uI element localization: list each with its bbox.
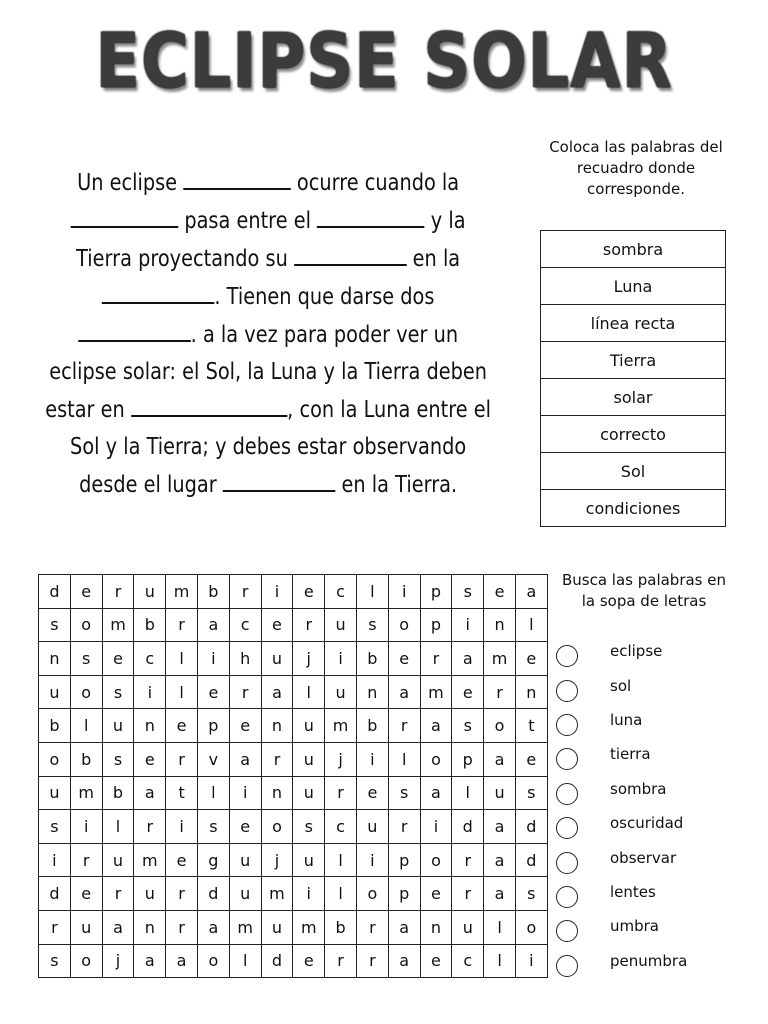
grid-cell[interactable]: m	[102, 608, 134, 642]
grid-cell[interactable]: u	[134, 877, 166, 911]
grid-cell[interactable]: i	[229, 776, 261, 810]
grid-cell[interactable]: u	[39, 675, 71, 709]
checkbox-circle-icon[interactable]	[556, 852, 578, 874]
checkbox-circle-icon[interactable]	[556, 955, 578, 977]
grid-cell[interactable]: v	[197, 742, 229, 776]
grid-cell[interactable]: u	[229, 843, 261, 877]
grid-cell[interactable]: b	[325, 910, 357, 944]
fill-instructions: Coloca las palabras del recuadro donde corresponde.	[549, 138, 723, 198]
word-box-item: Luna	[541, 268, 725, 305]
grid-cell[interactable]: o	[39, 742, 71, 776]
grid-cell[interactable]: s	[452, 575, 484, 609]
checkbox-circle-icon[interactable]	[556, 886, 578, 908]
grid-cell[interactable]: b	[134, 608, 166, 642]
grid-cell[interactable]: o	[70, 944, 102, 978]
grid-cell[interactable]: i	[166, 810, 198, 844]
grid-cell[interactable]: r	[166, 608, 198, 642]
checklist-item	[556, 739, 756, 773]
grid-cell[interactable]: s	[39, 944, 71, 978]
grid-row	[39, 810, 548, 844]
grid-cell[interactable]: l	[452, 776, 484, 810]
word-box	[540, 230, 726, 527]
grid-cell[interactable]: i	[293, 877, 325, 911]
grid-cell[interactable]: s	[388, 776, 420, 810]
grid-cell[interactable]: u	[293, 709, 325, 743]
grid-cell[interactable]: d	[515, 843, 547, 877]
grid-cell[interactable]: u	[261, 642, 293, 676]
grid-cell[interactable]: b	[356, 642, 388, 676]
grid-cell[interactable]: o	[420, 843, 452, 877]
grid-cell[interactable]: s	[102, 742, 134, 776]
blank-3[interactable]	[317, 202, 425, 228]
grid-cell[interactable]: i	[325, 642, 357, 676]
page-title: ECLIPSE SOLAR	[95, 16, 673, 105]
grid-cell[interactable]: r	[70, 843, 102, 877]
grid-row	[39, 575, 548, 609]
grid-cell[interactable]: i	[134, 675, 166, 709]
grid-cell[interactable]: a	[420, 709, 452, 743]
grid-cell[interactable]: u	[102, 843, 134, 877]
grid-cell[interactable]: a	[102, 910, 134, 944]
grid-cell[interactable]: g	[197, 843, 229, 877]
grid-cell[interactable]: r	[166, 877, 198, 911]
checklist-item	[556, 946, 756, 980]
checklist-item	[556, 774, 756, 808]
grid-row	[39, 910, 548, 944]
grid-cell[interactable]: m	[229, 910, 261, 944]
grid-cell[interactable]: d	[261, 944, 293, 978]
checklist-label: observar	[610, 848, 677, 867]
grid-cell[interactable]: r	[166, 742, 198, 776]
grid-cell[interactable]: b	[356, 709, 388, 743]
grid-cell[interactable]: o	[420, 742, 452, 776]
checkbox-circle-icon[interactable]	[556, 714, 578, 736]
grid-cell[interactable]: a	[197, 608, 229, 642]
checklist-label: luna	[610, 710, 643, 729]
checkbox-circle-icon[interactable]	[556, 920, 578, 942]
grid-cell[interactable]: i	[515, 944, 547, 978]
grid-cell[interactable]: r	[356, 910, 388, 944]
grid-cell[interactable]: a	[388, 675, 420, 709]
checklist-label: lentes	[610, 882, 656, 901]
paragraph-text: en la	[412, 246, 461, 272]
grid-cell[interactable]: s	[39, 608, 71, 642]
grid-cell[interactable]: c	[325, 810, 357, 844]
grid-row	[39, 709, 548, 743]
grid-row	[39, 843, 548, 877]
paragraph-text: . a la vez para poder ver un eclipse solar: el Sol, la Luna y la Tierra deben estar en	[45, 322, 488, 423]
grid-cell[interactable]: e	[484, 575, 516, 609]
grid-cell[interactable]: o	[70, 675, 102, 709]
grid-cell[interactable]: l	[197, 776, 229, 810]
grid-cell[interactable]: b	[197, 575, 229, 609]
grid-cell[interactable]: a	[515, 575, 547, 609]
grid-cell[interactable]: l	[229, 944, 261, 978]
grid-cell[interactable]: e	[166, 709, 198, 743]
grid-cell[interactable]: l	[515, 608, 547, 642]
checklist-item	[556, 877, 756, 911]
blank-8[interactable]	[223, 466, 336, 492]
checklist-item	[556, 705, 756, 739]
grid-cell[interactable]: j	[325, 742, 357, 776]
grid-cell[interactable]: r	[325, 944, 357, 978]
grid-cell[interactable]: m	[325, 709, 357, 743]
grid-cell[interactable]: r	[452, 877, 484, 911]
grid-cell[interactable]: r	[325, 776, 357, 810]
grid-cell[interactable]: s	[293, 810, 325, 844]
grid-cell[interactable]: n	[134, 910, 166, 944]
grid-cell[interactable]: m	[70, 776, 102, 810]
grid-cell[interactable]: h	[229, 642, 261, 676]
checklist-item	[556, 808, 756, 842]
grid-cell[interactable]: u	[325, 675, 357, 709]
grid-cell[interactable]: e	[70, 877, 102, 911]
grid-cell[interactable]: e	[420, 944, 452, 978]
grid-cell[interactable]: p	[452, 742, 484, 776]
grid-cell[interactable]: t	[515, 709, 547, 743]
search-instructions: Busca las palabras en la sopa de letras	[561, 571, 727, 610]
grid-cell[interactable]: o	[356, 877, 388, 911]
checklist-label: tierra	[610, 745, 651, 764]
checklist-label: eclipse	[610, 642, 663, 661]
grid-cell[interactable]: a	[484, 742, 516, 776]
grid-cell[interactable]: j	[261, 843, 293, 877]
grid-cell[interactable]: l	[388, 742, 420, 776]
grid-cell[interactable]: e	[515, 642, 547, 676]
word-box-item: correcto	[541, 416, 725, 453]
checkbox-circle-icon[interactable]	[556, 817, 578, 839]
grid-cell[interactable]: o	[261, 810, 293, 844]
checklist-label: penumbra	[610, 951, 688, 970]
paragraph-text: ocurre cuando la	[296, 170, 460, 196]
grid-cell[interactable]: u	[293, 742, 325, 776]
checkbox-circle-icon[interactable]	[556, 748, 578, 770]
word-box-item: Tierra	[541, 342, 725, 379]
grid-cell[interactable]: n	[420, 910, 452, 944]
grid-cell[interactable]: u	[102, 709, 134, 743]
grid-cell[interactable]: n	[134, 709, 166, 743]
blank-1[interactable]	[183, 164, 291, 190]
grid-cell[interactable]: u	[229, 877, 261, 911]
checklist-item	[556, 911, 756, 945]
grid-cell[interactable]: u	[484, 776, 516, 810]
grid-cell[interactable]: e	[452, 675, 484, 709]
grid-cell[interactable]: j	[102, 944, 134, 978]
grid-cell[interactable]: e	[166, 843, 198, 877]
paragraph-text: pasa entre el	[184, 208, 311, 234]
grid-row	[39, 675, 548, 709]
grid-cell[interactable]: n	[261, 776, 293, 810]
blank-2[interactable]	[71, 202, 179, 228]
checklist-label: oscuridad	[610, 814, 684, 833]
grid-cell[interactable]: u	[452, 910, 484, 944]
grid-cell[interactable]: e	[261, 608, 293, 642]
grid-cell[interactable]: i	[356, 742, 388, 776]
grid-cell[interactable]: s	[452, 709, 484, 743]
grid-cell[interactable]: l	[166, 675, 198, 709]
grid-cell[interactable]: r	[388, 709, 420, 743]
grid-cell[interactable]: d	[452, 810, 484, 844]
grid-cell[interactable]: r	[261, 742, 293, 776]
grid-cell[interactable]: d	[39, 575, 71, 609]
grid-cell[interactable]: u	[356, 810, 388, 844]
grid-cell[interactable]: m	[420, 675, 452, 709]
grid-cell[interactable]: i	[70, 810, 102, 844]
paragraph-text: , con la Luna entre el Sol y la Tierra; y debes estar observando desde el lugar	[70, 397, 492, 498]
grid-cell[interactable]: a	[197, 910, 229, 944]
grid-cell[interactable]: r	[452, 843, 484, 877]
checkbox-circle-icon[interactable]	[556, 783, 578, 805]
grid-cell[interactable]: p	[420, 608, 452, 642]
grid-cell[interactable]: e	[388, 642, 420, 676]
grid-cell[interactable]: l	[102, 810, 134, 844]
grid-cell[interactable]: r	[166, 910, 198, 944]
paragraph-text: y la Tierra proyectando su	[76, 208, 466, 272]
grid-cell[interactable]: p	[420, 575, 452, 609]
grid-cell[interactable]: a	[420, 776, 452, 810]
grid-row	[39, 776, 548, 810]
grid-cell[interactable]: c	[134, 642, 166, 676]
grid-cell[interactable]: n	[515, 675, 547, 709]
grid-cell[interactable]: i	[388, 575, 420, 609]
grid-cell[interactable]: e	[515, 742, 547, 776]
paragraph-text: . Tienen que darse dos	[214, 284, 435, 310]
grid-cell[interactable]: p	[197, 709, 229, 743]
grid-cell[interactable]: a	[388, 944, 420, 978]
grid-cell[interactable]: o	[70, 608, 102, 642]
grid-cell[interactable]: e	[70, 575, 102, 609]
grid-cell[interactable]: a	[261, 675, 293, 709]
blank-5[interactable]	[102, 278, 215, 304]
word-box-item: Sol	[541, 453, 725, 490]
grid-cell[interactable]: r	[134, 810, 166, 844]
grid-cell[interactable]: c	[325, 575, 357, 609]
blank-6[interactable]	[78, 316, 191, 342]
grid-cell[interactable]: l	[166, 642, 198, 676]
checklist-label: sol	[610, 676, 632, 695]
grid-cell[interactable]: u	[293, 776, 325, 810]
grid-cell[interactable]: t	[166, 776, 198, 810]
grid-cell[interactable]: s	[515, 776, 547, 810]
word-box-item: solar	[541, 379, 725, 416]
word-search-grid	[38, 574, 548, 978]
blank-7[interactable]	[131, 391, 287, 417]
grid-cell[interactable]: m	[166, 575, 198, 609]
grid-cell[interactable]: r	[293, 608, 325, 642]
grid-cell[interactable]: e	[420, 877, 452, 911]
grid-cell[interactable]: u	[325, 608, 357, 642]
grid-cell[interactable]: d	[39, 877, 71, 911]
grid-cell[interactable]: n	[484, 608, 516, 642]
grid-cell[interactable]: a	[229, 742, 261, 776]
checklist-item	[556, 842, 756, 876]
grid-cell[interactable]: a	[484, 810, 516, 844]
grid-cell[interactable]: d	[515, 810, 547, 844]
grid-cell[interactable]: a	[166, 944, 198, 978]
grid-cell[interactable]: e	[293, 575, 325, 609]
paragraph-text: Un eclipse	[77, 170, 178, 196]
grid-cell[interactable]: i	[39, 843, 71, 877]
word-box-item: línea recta	[541, 305, 725, 342]
grid-row	[39, 742, 548, 776]
grid-cell[interactable]: m	[134, 843, 166, 877]
grid-cell[interactable]: b	[70, 742, 102, 776]
grid-cell[interactable]: s	[39, 810, 71, 844]
checklist-item	[556, 670, 756, 704]
grid-cell[interactable]: i	[420, 810, 452, 844]
grid-row	[39, 608, 548, 642]
grid-cell[interactable]: e	[356, 776, 388, 810]
grid-cell[interactable]: e	[229, 709, 261, 743]
grid-cell[interactable]: s	[356, 608, 388, 642]
grid-cell[interactable]: o	[484, 709, 516, 743]
grid-cell[interactable]: r	[229, 575, 261, 609]
grid-cell[interactable]: r	[229, 675, 261, 709]
grid-cell[interactable]: e	[229, 810, 261, 844]
grid-cell[interactable]: m	[484, 642, 516, 676]
grid-cell[interactable]: e	[197, 675, 229, 709]
grid-cell[interactable]: m	[293, 910, 325, 944]
grid-cell[interactable]: a	[388, 910, 420, 944]
grid-cell[interactable]: o	[197, 944, 229, 978]
grid-cell[interactable]: u	[134, 575, 166, 609]
grid-cell[interactable]: s	[515, 877, 547, 911]
word-box-item: sombra	[541, 231, 725, 268]
grid-row	[39, 642, 548, 676]
grid-cell[interactable]: i	[356, 843, 388, 877]
grid-cell[interactable]: l	[325, 843, 357, 877]
grid-cell[interactable]: c	[452, 944, 484, 978]
grid-cell[interactable]: o	[388, 608, 420, 642]
grid-cell[interactable]: d	[197, 877, 229, 911]
grid-cell[interactable]: a	[452, 642, 484, 676]
fill-in-paragraph	[44, 164, 493, 504]
word-box-item: condiciones	[585, 498, 681, 518]
grid-cell[interactable]: b	[39, 709, 71, 743]
grid-cell[interactable]: u	[70, 910, 102, 944]
grid-cell[interactable]: r	[388, 810, 420, 844]
grid-cell[interactable]: r	[39, 910, 71, 944]
grid-cell[interactable]: l	[293, 675, 325, 709]
grid-cell[interactable]: b	[102, 776, 134, 810]
grid-cell[interactable]: p	[388, 843, 420, 877]
grid-cell[interactable]: m	[261, 877, 293, 911]
grid-cell[interactable]: n	[261, 709, 293, 743]
grid-row	[39, 944, 548, 978]
checkbox-circle-icon[interactable]	[556, 645, 578, 667]
checklist-label: sombra	[610, 779, 667, 798]
grid-cell[interactable]: a	[484, 843, 516, 877]
grid-cell[interactable]: r	[484, 675, 516, 709]
grid-cell[interactable]: e	[102, 642, 134, 676]
grid-cell[interactable]: l	[356, 575, 388, 609]
grid-cell[interactable]: u	[261, 910, 293, 944]
checklist-label: umbra	[610, 917, 659, 936]
grid-cell[interactable]: i	[452, 608, 484, 642]
checklist-item	[556, 636, 756, 670]
grid-row	[39, 877, 548, 911]
grid-cell[interactable]: u	[293, 843, 325, 877]
grid-cell[interactable]: a	[134, 944, 166, 978]
word-checklist	[556, 636, 756, 980]
grid-cell[interactable]: i	[197, 642, 229, 676]
paragraph-text: en la Tierra.	[341, 472, 458, 498]
grid-cell[interactable]: e	[134, 742, 166, 776]
grid-cell[interactable]: r	[102, 877, 134, 911]
grid-cell[interactable]: o	[515, 910, 547, 944]
grid-cell[interactable]: n	[356, 675, 388, 709]
grid-cell[interactable]: l	[70, 709, 102, 743]
checkbox-circle-icon[interactable]	[556, 680, 578, 702]
grid-cell[interactable]: s	[102, 675, 134, 709]
grid-cell[interactable]: a	[484, 877, 516, 911]
grid-cell[interactable]: e	[293, 944, 325, 978]
grid-cell[interactable]: s	[70, 642, 102, 676]
grid-cell[interactable]: l	[484, 944, 516, 978]
grid-cell[interactable]: r	[356, 944, 388, 978]
grid-cell[interactable]: u	[39, 776, 71, 810]
grid-cell[interactable]: a	[134, 776, 166, 810]
grid-cell[interactable]: l	[484, 910, 516, 944]
grid-cell[interactable]: r	[420, 642, 452, 676]
grid-cell[interactable]: p	[388, 877, 420, 911]
grid-cell[interactable]: s	[197, 810, 229, 844]
grid-cell[interactable]: c	[229, 608, 261, 642]
grid-cell[interactable]: i	[261, 575, 293, 609]
grid-cell[interactable]: l	[325, 877, 357, 911]
grid-cell[interactable]: j	[293, 642, 325, 676]
grid-cell[interactable]: n	[39, 642, 71, 676]
grid-cell[interactable]: r	[102, 575, 134, 609]
blank-4[interactable]	[294, 240, 407, 266]
